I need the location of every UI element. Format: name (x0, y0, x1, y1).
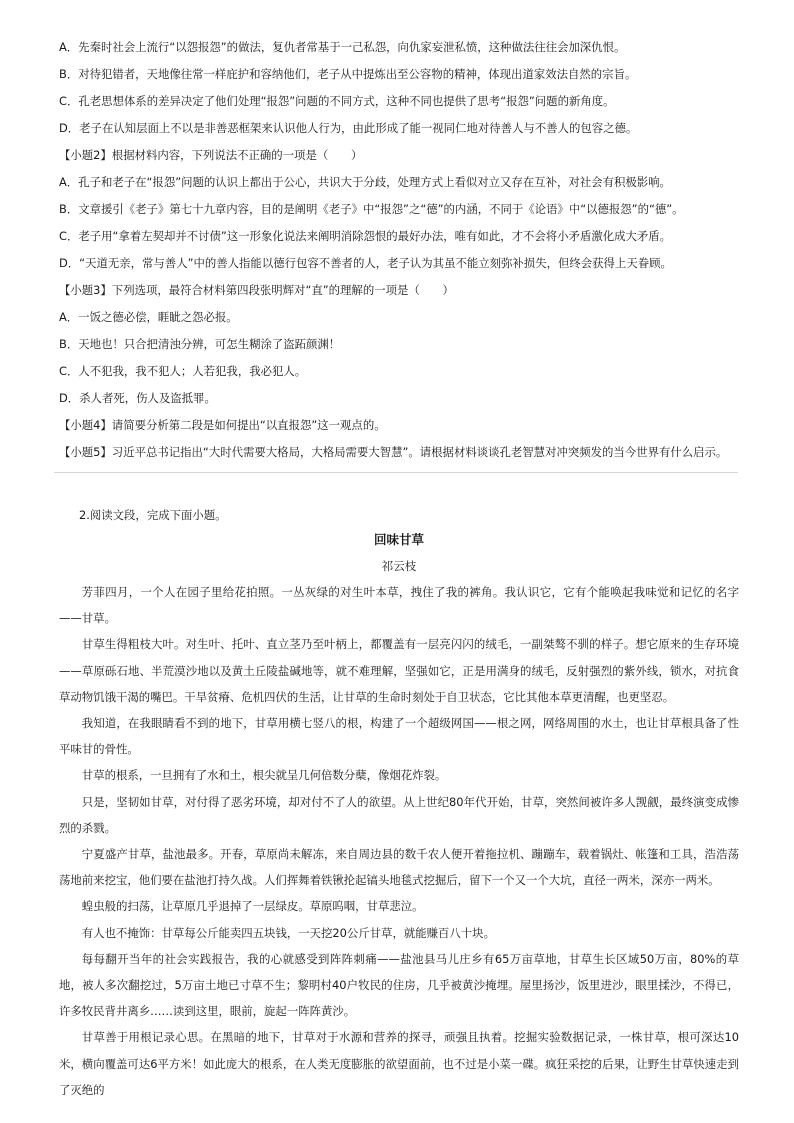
option-a-q2: A．孔子和老子在“报怨”问题的认识上都出于公心，共识大于分歧，处理方式上看似对立又存在互补，对社会有积极影响。 (59, 175, 671, 189)
paragraph-1: 芳菲四月，一个人在园子里给花拍照。一丛灰绿的对生叶本草，拽住了我的裤角。我认识它，它有个能唤起我味觉和记忆的名字——甘草。 (59, 585, 739, 626)
option-d-q3: D．杀人者死，伤人及盗抵罪。 (59, 391, 216, 405)
option-a-q3: A．一饭之德必偿，睚眦之怨必报。 (59, 310, 238, 324)
paragraph-8: 有人也不掩饰：甘草每公斤能卖四五块钱，一天挖20公斤甘草，就能赚百八十块。 (81, 925, 495, 940)
option-d-q2: D．“天道无亲，常与善人”中的善人指能以德行包容不善者的人，老子认为其虽不能立刻弥补损失，但终会获得上天眷顾。 (59, 256, 672, 270)
article-author: 祁云枝 (381, 559, 417, 573)
option-b-q2: B．文章援引《老子》第七十九章内容，目的是阐明《老子》中“报怨”之“德”的内涵，不同于《论语》中“以德报怨”的“德”。 (59, 202, 684, 216)
paragraph-3: 我知道，在我眼睛看不到的地下，甘草用横七竖八的根，构建了一个超级网国——根之网，网络周围的水土，也让甘草根具备了性平味甘的骨性。 (59, 716, 739, 757)
question-2-stem: 【小题2】根据材料内容，下列说法不正确的一项是（ ） (59, 148, 363, 162)
question-4-stem: 【小题4】请简要分析第二段是如何提出“以直报怨”这一观点的。 (59, 418, 386, 432)
paragraph-10: 甘草善于用根记录心思。在黑暗的地下，甘草对于水源和营养的探寻，顽强且执着。挖掘实验数据记录，一株甘草，根可深达10米，横向覆盖可达6平方米！如此庞大的根系，在人类无度膨胀的欲望面前，也不过是小菜一碟。疯狂采挖的后果，让野生甘草快速走到了灭绝的 (59, 1030, 739, 1097)
paragraph-6: 宁夏盛产甘草，盐池最多。开春，草原尚未解冻，来自周边县的数千农人便开着拖拉机、蹦蹦车，载着锅灶、帐篷和工具，浩浩荡荡地前来挖宝，他们要在盐池打持久战。人们挥舞着铁锹抡起镐头地毯式挖掘后，留下一个又一个大坑，直径一两米，深亦一两米。 (59, 847, 739, 888)
option-c-q3: C．人不犯我，我不犯人；人若犯我，我必犯人。 (59, 364, 307, 378)
option-c-q2: C．老子用“拿着左契却并不讨债”这一形象化说法来阐明消除怨恨的最好办法，唯有如此，才不会将小矛盾激化成大矛盾。 (59, 229, 672, 243)
option-d-q1: D．老子在认知层面上不以是非善恶框架来认识他人行为，由此形成了能一视同仁地对待善人与不善人的包容之德。 (59, 121, 638, 135)
paragraph-5: 只是，坚韧如甘草，对付得了恶劣环境，却对付不了人的欲望。从上世纪80年代开始，甘草，突然间被许多人觊觎，最终演变成惨烈的杀戮。 (59, 794, 739, 835)
option-c-q1: C．孔老思想体系的差异决定了他们处理“报怨”问题的不同方式，这种不同也提供了思考“报怨”问题的新角度。 (59, 94, 615, 108)
option-a-q1: A．先秦时社会上流行“以怨报怨”的做法，复仇者常基于一己私怨，向仇家妄泄私愤，这种做法往往会加深仇恨。 (59, 40, 626, 54)
paragraph-4: 甘草的根系，一旦拥有了水和土，根尖就呈几何倍数分蘖，像烟花炸裂。 (81, 768, 447, 783)
paragraph-9: 每每翻开当年的社会实践报告，我的心就感受到阵阵刺痛——盐池县马儿庄乡有65万亩草地，甘草生长区域50万亩，80%的草地，被人多次翻挖过，5万亩土地已寸草不生；黎明村40户牧民的住房，几乎被黄沙掩埋。屋里扬沙，饭里进沙，眼里揉沙，不得已，许多牧民背井离乡……读到这里，眼前，旋起一阵阵黄沙。 (59, 951, 739, 1019)
option-b-q1: B．对待犯错者，天地像往常一样庇护和容纳他们，老子从中提炼出至公容物的精神，体现出道家效法自然的宗旨。 (59, 67, 637, 81)
question-list (59, 38, 739, 470)
paragraph-7: 蝗虫般的扫荡，让草原几乎退掉了一层绿皮。草原呜咽，甘草悲泣。 (81, 899, 424, 914)
paragraph-2: 甘草生得粗枝大叶。对生叶、托叶、直立茎乃至叶柄上，都覆盖有一层亮闪闪的绒毛，一副桀骜不驯的样子。想它原来的生存环境——草原砾石地、半荒漠沙地以及黄土丘陵盐碱地等，就不难理解，坚强如它，正是用满身的绒毛，反射强烈的紫外线，锁水，对抗食草动物饥饿干渴的嘴巴。干旱贫瘠、危机四伏的生活，让甘草的生命时刻处于自卫状态，它比其他本草更清醒，也更坚忍。 (59, 637, 739, 704)
question-5-stem: 【小题5】习近平总书记指出“大时代需要大格局，大格局需要大智慧”。请根据材料谈谈孔老智慧对冲突频发的当今世界有什么启示。 (59, 445, 728, 459)
reading-section (59, 506, 739, 1103)
question-3-stem: 【小题3】下列选项，最符合材料第四段张明辉对“直”的理解的一项是（ ） (59, 283, 454, 297)
option-b-q3: B．天地也！只合把清浊分辨，可怎生糊涂了盗跖颜渊！ (59, 337, 341, 351)
reading-instruction: 2.阅读文段，完成下面小题。 (79, 508, 227, 522)
section-divider (54, 472, 738, 473)
article-title: 回味甘草 (373, 532, 424, 547)
